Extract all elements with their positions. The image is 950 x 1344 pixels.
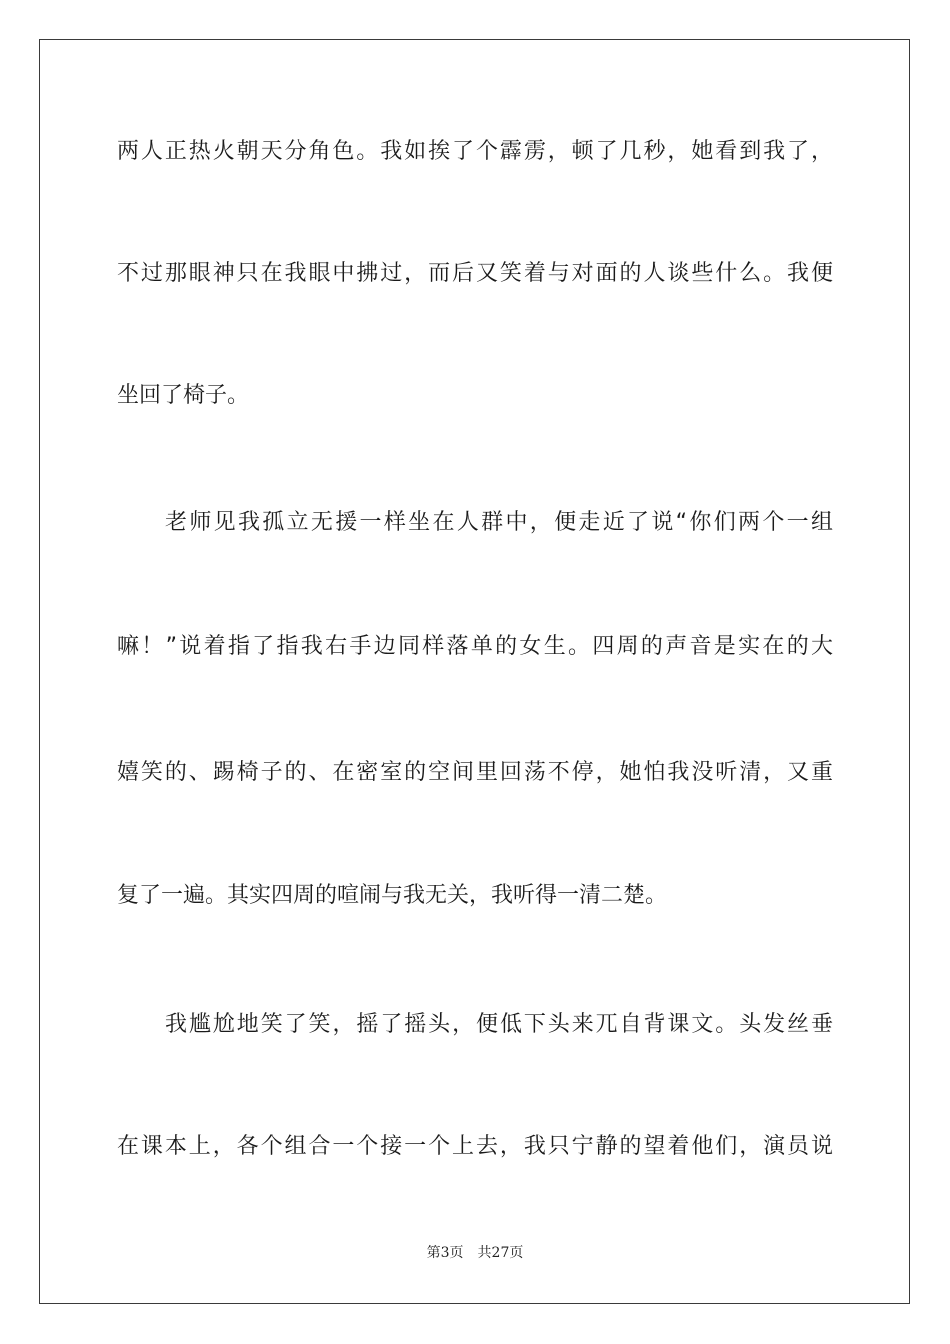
text-line-3: 坐回了椅子。 bbox=[117, 383, 250, 408]
text-line-8: 我尴尬地笑了笑，摇了摇头，便低下头来兀自背课文。头发丝垂 bbox=[165, 1012, 833, 1037]
text-line-6: 嬉笑的、踢椅子的、在密室的空间里回荡不停，她怕我没听清，又重 bbox=[117, 760, 833, 785]
page-footer bbox=[0, 1243, 950, 1263]
text-line-2: 不过那眼神只在我眼中拂过，而后又笑着与对面的人谈些什么。我便 bbox=[117, 261, 833, 286]
total-pages: 共27页 bbox=[477, 1245, 524, 1261]
text-line-4: 老师见我孤立无援一样坐在人群中，便走近了说“你们两个一组 bbox=[165, 510, 833, 535]
text-line-5: 嘛！”说着指了指我右手边同样落单的女生。四周的声音是实在的大 bbox=[117, 634, 833, 659]
page-number: 第3页 bbox=[426, 1245, 464, 1261]
text-line-9: 在课本上，各个组合一个接一个上去，我只宁静的望着他们，演员说 bbox=[117, 1134, 833, 1159]
text-line-1: 两人正热火朝天分角色。我如挨了个霹雳，顿了几秒，她看到我了， bbox=[117, 139, 833, 164]
page-border bbox=[39, 39, 910, 1304]
text-line-7: 复了一遍。其实四周的喧闹与我无关，我听得一清二楚。 bbox=[117, 883, 668, 908]
